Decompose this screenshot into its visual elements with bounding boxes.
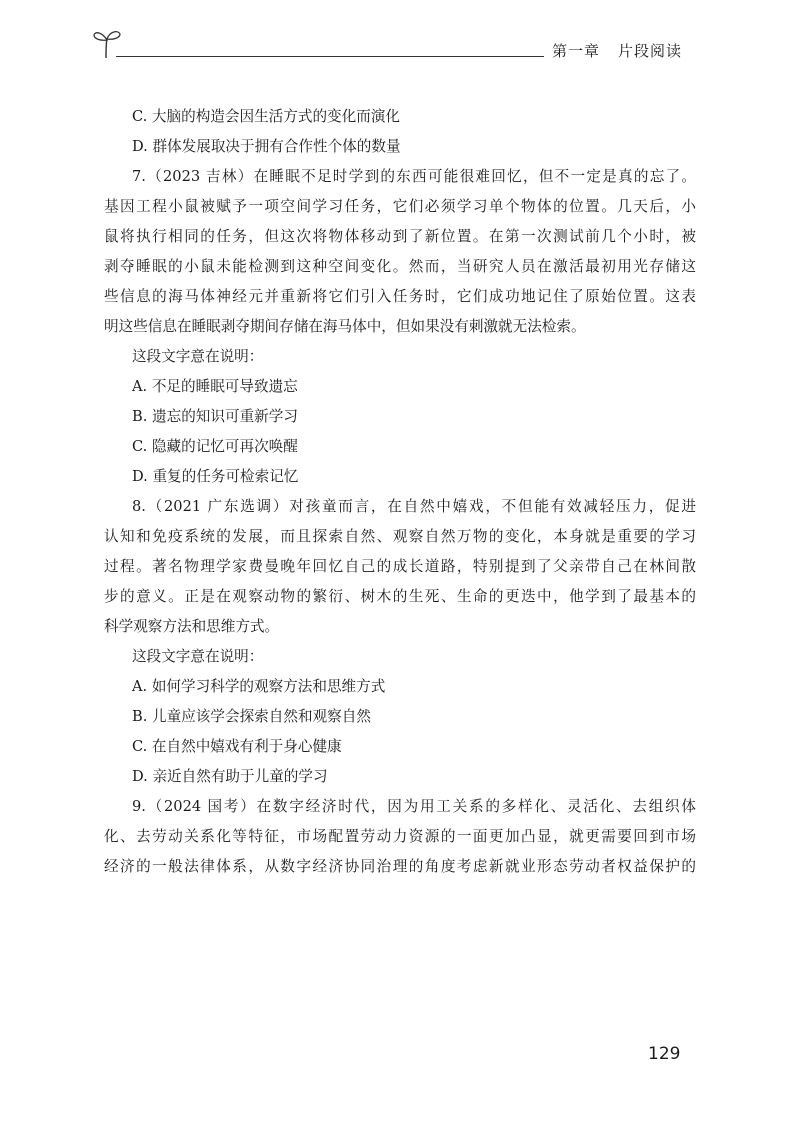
- question-6-options: [104, 102, 696, 162]
- question-text-line: 基因工程小鼠被赋予一项空间学习任务，它们必须学习单个物体的位置。几天后，小: [104, 198, 696, 215]
- page-content: [104, 102, 696, 882]
- question-8: [104, 492, 696, 792]
- option-d: D. 群体发展取决于拥有合作性个体的数量: [132, 138, 401, 155]
- option-c: C. 大脑的构造会因生活方式的变化而演化: [132, 108, 401, 125]
- question-text-line: 化、去劳动关系化等特征，市场配置劳动力资源的一面更加凸显，就更需要回到市场: [104, 828, 696, 845]
- option-c: C. 隐藏的记忆可再次唤醒: [132, 438, 298, 455]
- option-a: A. 如何学习科学的观察方法和思维方式: [132, 678, 386, 695]
- question-9: [104, 792, 696, 882]
- question-text-line: 过程。著名物理学家费曼晚年回忆自己的成长道路，特别提到了父亲带自己在林间散: [104, 558, 696, 575]
- question-text-line: 鼠将执行相同的任务，但这次将物体移动到了新位置。在第一次测试前几个小时，被: [104, 228, 696, 245]
- question-text-line: 7.（2023 吉林）在睡眠不足时学到的东西可能很难回忆，但不一定是真的忘了。: [132, 168, 696, 185]
- page-number: 129: [648, 1044, 681, 1064]
- chapter-label: 第一章: [552, 42, 601, 60]
- question-text-line: 剥夺睡眠的小鼠未能检测到这种空间变化。然而，当研究人员在激活最初用光存储这: [104, 258, 696, 275]
- question-prompt: 这段文字意在说明：: [132, 348, 264, 365]
- question-text-line: 步的意义。正是在观察动物的繁衍、树木的生死、生命的更迭中，他学到了最基本的: [104, 588, 696, 605]
- option-a: A. 不足的睡眠可导致遗忘: [132, 378, 298, 395]
- question-text-line: 8.（2021 广东选调）对孩童而言，在自然中嬉戏，不但能有效减轻压力，促进: [132, 498, 696, 515]
- option-d: D. 亲近自然有助于儿童的学习: [132, 768, 328, 785]
- chapter-heading: [552, 40, 682, 61]
- sprout-icon: [92, 26, 122, 60]
- question-7: [104, 162, 696, 492]
- question-text-line: 9.（2024 国考）在数字经济时代，因为用工关系的多样化、灵活化、去组织体: [132, 798, 696, 815]
- question-text-line: 认知和免疫系统的发展，而且探索自然、观察自然万物的变化，本身就是重要的学习: [104, 528, 696, 545]
- option-c: C. 在自然中嬉戏有利于身心健康: [132, 738, 342, 755]
- question-text-line: 些信息的海马体神经元并重新将它们引入任务时，它们成功地记住了原始位置。这表: [104, 288, 696, 305]
- option-d: D. 重复的任务可检索记忆: [132, 468, 299, 485]
- option-b: B. 遗忘的知识可重新学习: [132, 408, 298, 425]
- header-rule: [116, 56, 544, 57]
- running-header: [0, 0, 800, 80]
- section-label: 片段阅读: [618, 42, 683, 60]
- question-text-line: 明这些信息在睡眠剥夺期间存储在海马体中，但如果没有刺激就无法检索。: [104, 318, 586, 335]
- question-text-line: 科学观察方法和思维方式。: [104, 618, 280, 635]
- question-text-line: 经济的一般法律体系，从数字经济协同治理的角度考虑新就业形态劳动者权益保护的: [104, 858, 696, 875]
- option-b: B. 儿童应该学会探索自然和观察自然: [132, 708, 371, 725]
- question-prompt: 这段文字意在说明：: [132, 648, 264, 665]
